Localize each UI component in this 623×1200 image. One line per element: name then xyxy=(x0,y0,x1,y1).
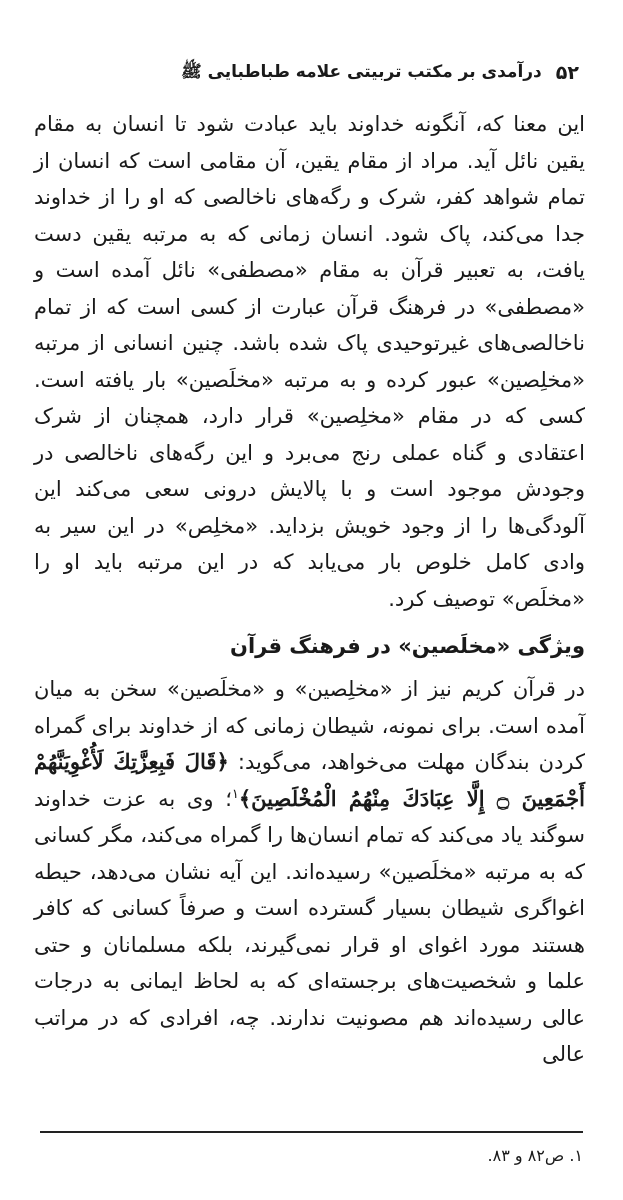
footnote: ۱. ص۸۲ و ۸۳. xyxy=(487,1146,583,1165)
page-body xyxy=(34,106,585,1073)
paragraph: این معنا که، آنگونه خداوند باید عبادت شود تا انسان به مقام یقین نائل آید. مراد از مقام یقین، آن مقامی است که انسان از تمام شواهد کفر، شرک و رگه‌های ناخالصی که او را از خداوند جدا می‌کند، پاک شود. انسان زمانی که به مرتبه یقین دست یافت، به تعبیر قرآن به مقام «مصطفی» نائل آمده است و «مصطفی» در فرهنگ قرآن عبارت از کسی است که از تمام ناخالصی‌های غیرتوحیدی پاک شده باشد. چنین انسانی از مرتبه «مخلِصین» عبور کرده و به مرتبه «مخلَصین» بار یافته است. کسی که در مقام «مخلِصین» قرار دارد، همچنان از شرک اعتقادی و گناه عملی رنج می‌برد و این رگه‌های ناخالصی در وجودش موجود است و با پالایش درونی سعی می‌کند این آلودگی‌ها را از وجود خویش بزداید. «مخلِص» در این سیر به وادی کامل خلوص بار می‌یابد که در این مرتبه باید او را «مخلَص» توصیف کرد. xyxy=(34,112,585,611)
section-heading: ویژگی «مخلَصین» در فرهنگ قرآن xyxy=(230,634,585,658)
footnote-divider xyxy=(40,1131,583,1133)
running-header xyxy=(40,58,579,88)
book-title: درآمدی بر مکتب تربیتی علامه طباطبایی ﷺ xyxy=(181,61,542,82)
footnote-marker: ۱ xyxy=(231,786,239,802)
paragraph xyxy=(34,671,585,1073)
paragraph-text: در قرآن کریم نیز از «مخلِصین» و «مخلَصین» سخن به میان آمده است. برای نمونه، شیطان زمانی که از خداوند برای گمراه کردن بندگان مهلت می‌خواهد، می‌گوید: xyxy=(34,677,585,774)
page-number: ۵۲ xyxy=(555,62,579,84)
paragraph-text: ؛ وی به عزت خداوند سوگند یاد می‌کند که تمام انسان‌ها را گمراه می‌کند، مگر کسانی که به مرتبه «مخلَصین» رسیده‌اند. این آیه نشان می‌دهد، حیطه اغواگری شیطان بسیار گسترده است و صرفاً کسانی که کافر هستند مورد اغوای او قرار نمی‌گیرند، بلکه مسلمانان و حتی علما و شخصیت‌های برجسته‌ای که به لحاظ ایمانی به درجات عالی رسیده‌اند هم مصونیت ندارند. چه، افرادی که در مراتب عالی xyxy=(34,786,585,1066)
quran-verse: ﴿قَالَ فَبِعِزَّتِكَ لَأُغْوِيَنَّهُمْ أَجْمَعِينَ ۝ إِلَّا عِبَادَكَ مِنْهُمُ الْمُخْلَصِينَ﴾ xyxy=(34,749,585,811)
